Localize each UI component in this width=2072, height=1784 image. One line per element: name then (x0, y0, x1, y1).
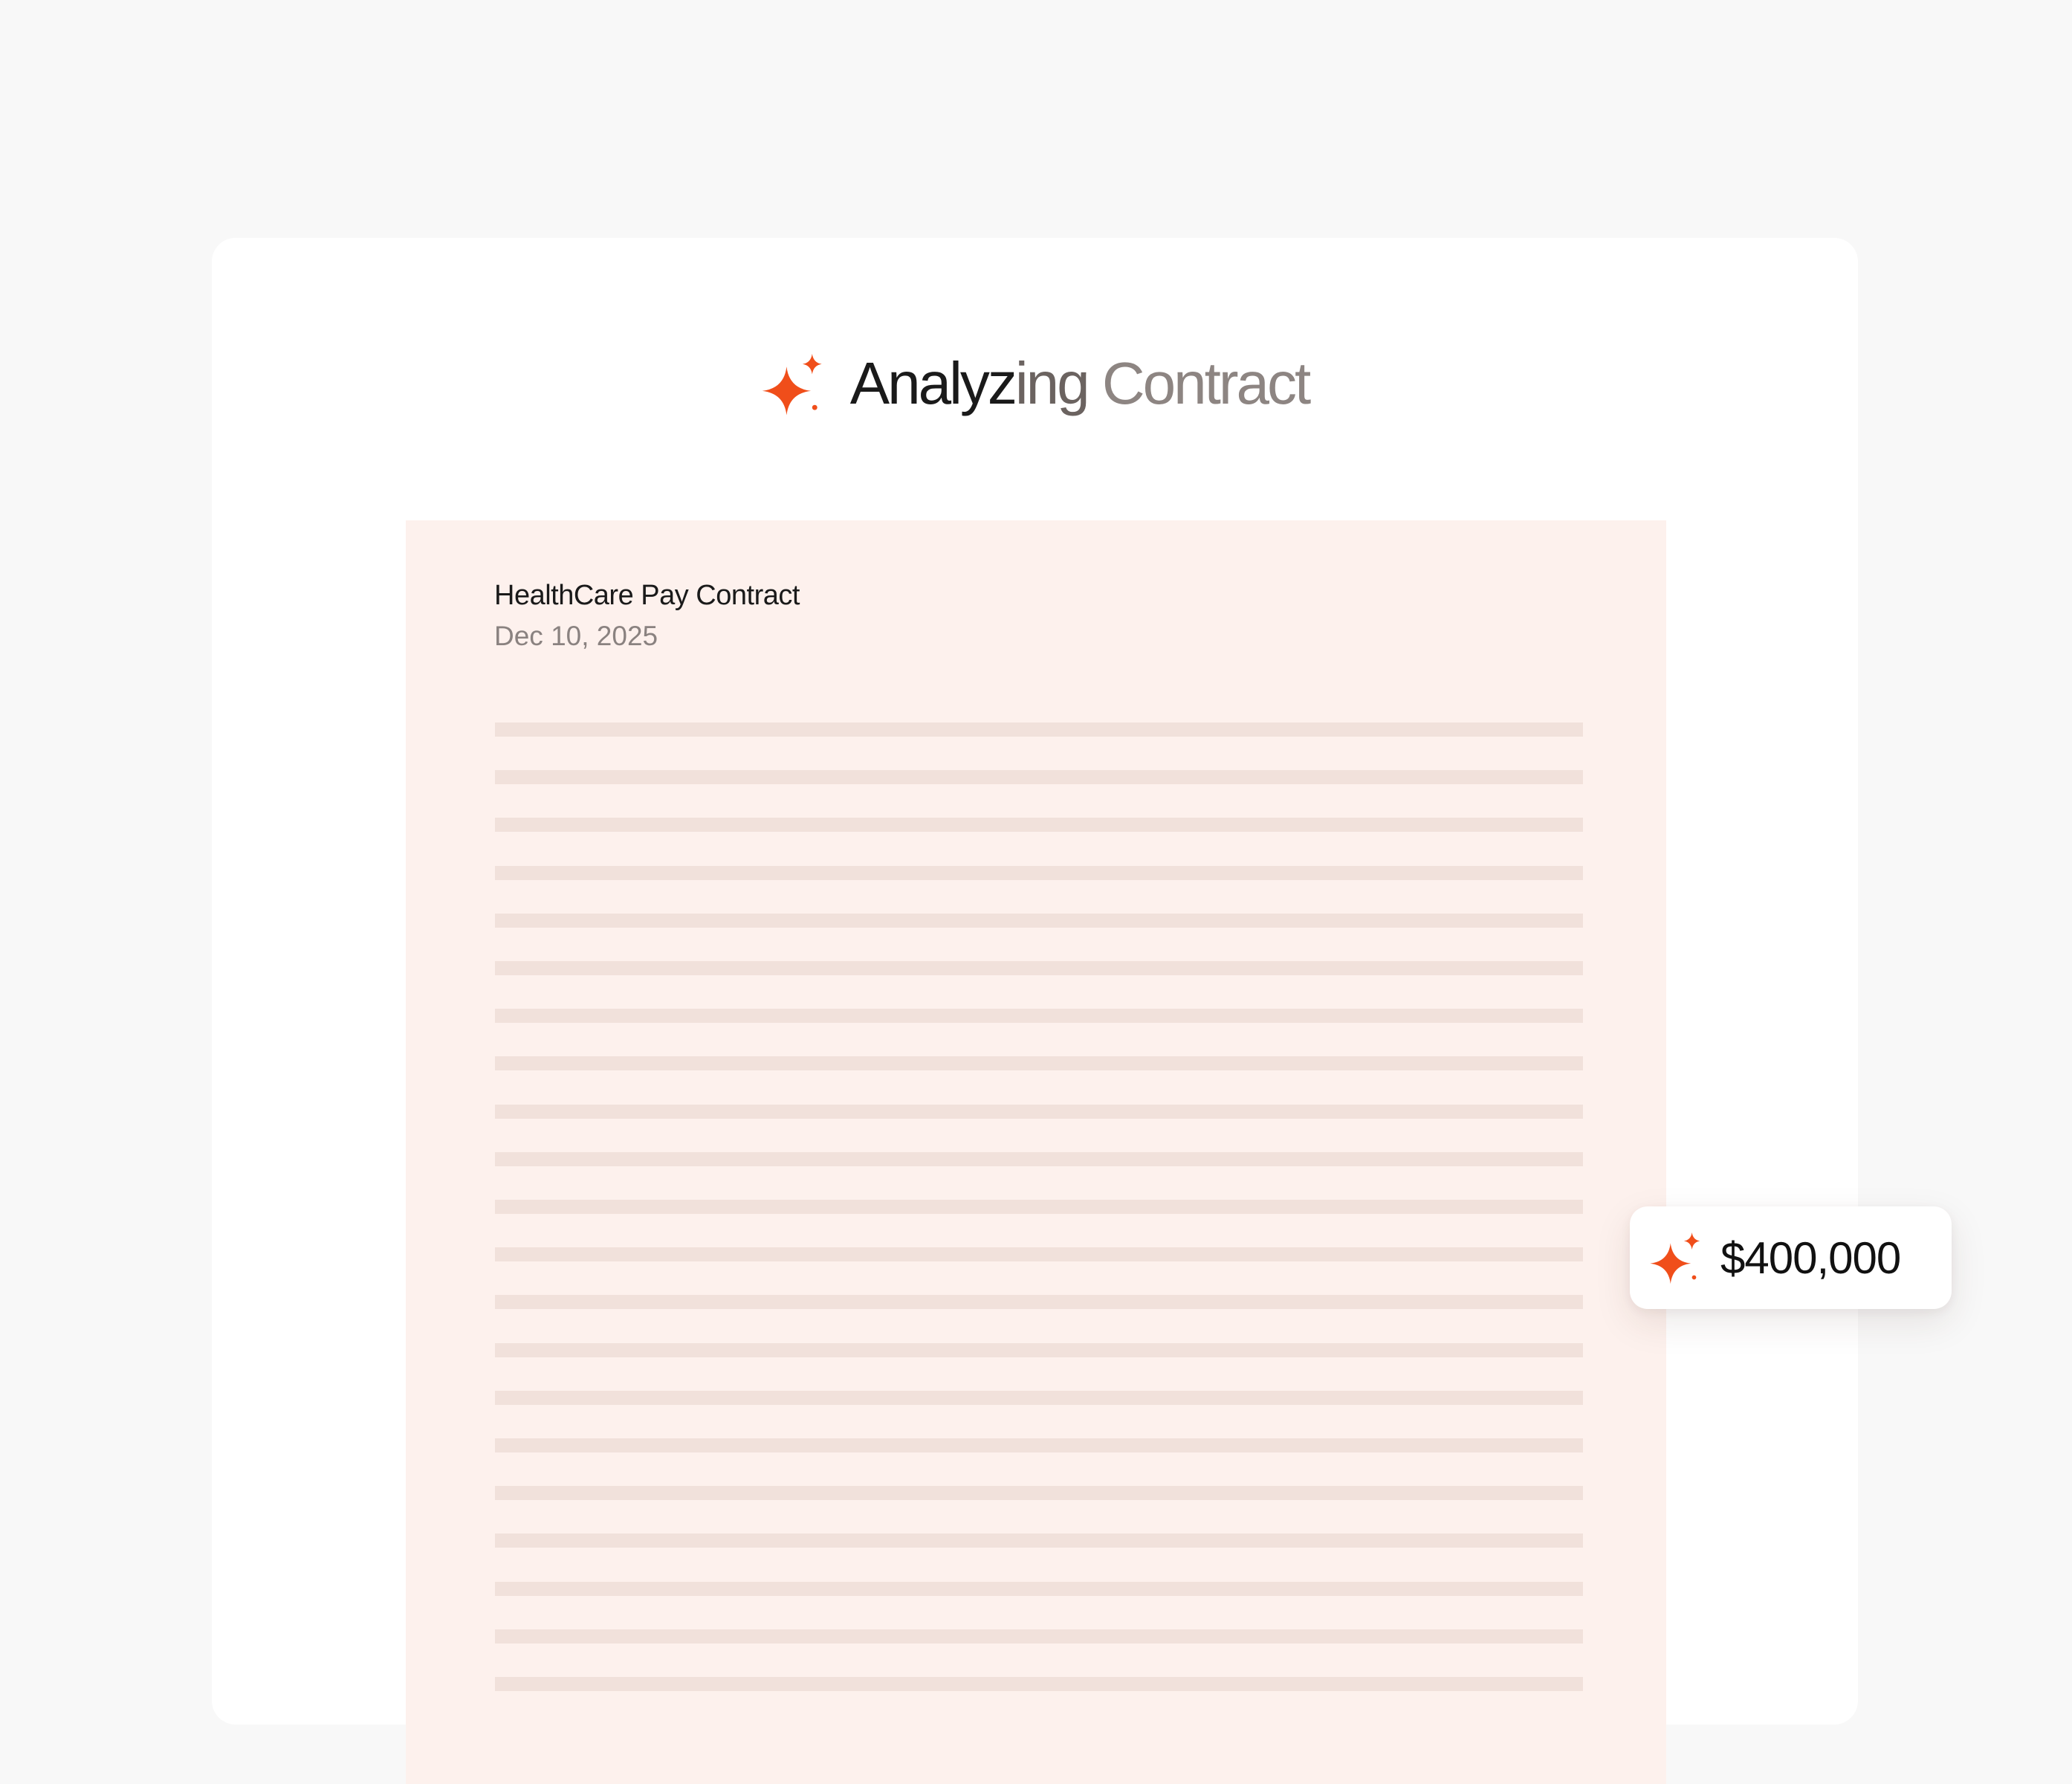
document-title: HealthCare Pay Contract (494, 580, 800, 611)
page-title (849, 350, 1309, 416)
sparkle-icon (1649, 1232, 1703, 1286)
placeholder-text-line (495, 1629, 1583, 1644)
placeholder-text-line (495, 1533, 1583, 1548)
title-part-3: Contract (1087, 350, 1309, 416)
sparkle-icon (761, 354, 825, 418)
placeholder-text-line (495, 818, 1583, 832)
placeholder-text-line (495, 1582, 1583, 1596)
placeholder-text-line (495, 1486, 1583, 1500)
placeholder-text-line (495, 914, 1583, 928)
contract-document (406, 520, 1666, 1784)
placeholder-text-line (495, 723, 1583, 737)
placeholder-text-line (495, 770, 1583, 784)
placeholder-text-line (495, 1438, 1583, 1452)
placeholder-text-line (495, 1009, 1583, 1023)
placeholder-text-line (495, 1152, 1583, 1166)
placeholder-text-line (495, 1295, 1583, 1309)
extracted-amount: $400,000 (1720, 1232, 1901, 1283)
placeholder-text-line (495, 1391, 1583, 1405)
placeholder-text-line (495, 866, 1583, 880)
analysis-header (212, 349, 1858, 418)
placeholder-text-line (495, 1056, 1583, 1070)
title-part-1: Analyz (849, 350, 1015, 416)
placeholder-text-line (495, 1677, 1583, 1691)
placeholder-text-line (495, 1200, 1583, 1214)
analysis-card (212, 238, 1901, 1725)
placeholder-text-line (495, 1105, 1583, 1119)
placeholder-text-line (495, 1343, 1583, 1357)
document-date: Dec 10, 2025 (494, 621, 658, 651)
extracted-value-badge (1630, 1206, 1952, 1309)
placeholder-text-line (495, 1247, 1583, 1261)
title-part-2: ing (1014, 350, 1088, 416)
placeholder-text-line (495, 961, 1583, 975)
